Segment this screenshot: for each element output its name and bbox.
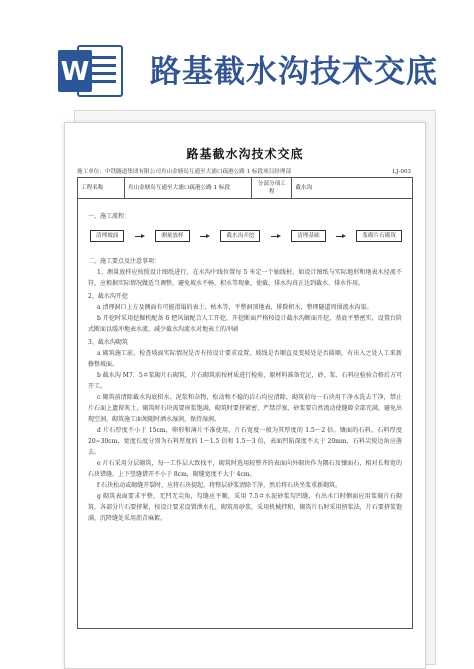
content-box [77,199,413,629]
process-flow [90,230,402,242]
paragraph: a 清理洞口上方及侧面有可能滑塌的表土、枯木等，平整洞顶地表，排除积水，整理隧道周围流水沟渠。 [97,304,373,311]
paragraph: a 砌筑施工前，检查坡面实际情况是否有按设计要求设置，坡线是否顺直及变坡处是否圆顺，有出入之处人工来新修整坡面。 [88,350,402,368]
paragraph: c 砌筑前清除截水沟底积水、泥浆和杂物，松动和不稳的岩石均应清除，砌筑前每一石块用干净水洗去干净，禁止片石面上遗留灰土，砌筑时石块需要座浆饱满，砌筑时要挤紧密，严禁浮塞，砂浆要自然流动使缝隙全部充满，避免出现空洞，砌筑施工面须随时洒水湿润，保持湿润。 [88,394,402,423]
document-code: LJ-003 [392,169,411,175]
paragraph: d 片石厚度不小于 15cm，卵形和薄片不准使用，片石宽度一般为其厚度的 1.5～2 倍。镶面的石料，石料厚度 20~30cm，宽度长度分别为石料厚度的 1～1.5 倍和 1.5～3 倍，表面凹陷深度不大于 20mm，石料尖锐边角应凿去。 [88,427,402,456]
sub-item-label: 分部分项工 程 [252,178,292,199]
project-name-value: 舟山金塘岛互通至大浦口疏港公路 1 标段 [124,178,251,199]
paragraph: 1、测量放样应按照设计图纸进行，在水沟中线位置每 5 米定一个轴线桩，如设计图纸与实际地形和地表水径流不符，应根据实际情况做适当调整，避免坡水不畅、积水等现象，使截、排水沟真正达到截水、排水作用。 [88,269,402,287]
arrow-right-icon [336,230,346,242]
section-heading: 二、施工要点及注意事项： [88,258,161,265]
paragraph: g 砌筑表面要求平整，无凹无尖角，勾缝应平顺，采用 7.5＃水泥砂浆勾凹缝，有出水口时侧面应用浆砌片石砌筑，各部分片石要挤紧，按设计要求设置泄水孔，砌筑用砂浆，采用机械拌和，砌筑片石时采用挤浆法，片石要挤浆饱满，沉降缝处采用沥青麻絮。 [88,493,402,522]
paragraph: e 片石采用分层砌筑，每一工作层大致找平，砌筑时选用较整齐的表面向外砌块作为隅石及镶面石，相对长和宽的石块错缝，上下竖缝错开不小于 8cm，砌缝宽度不大于 4cm。 [88,460,402,478]
table-row [78,178,413,199]
document-title: 路基截水沟技术交底 [186,147,304,161]
project-name-label: 工程名称 [78,178,125,199]
section-heading: 2、截水沟开挖 [88,293,128,300]
paragraph: f 石块松动或砌缝开裂时，应将石块提起，将整层砂浆清除干净，然后将石块坐浆重新砌筑。 [97,482,342,489]
section-heading: 3、截水沟砌筑 [88,339,128,346]
sub-item-value: 截水沟 [292,178,413,199]
info-table [77,177,413,199]
banner-title: 路基截水沟技术交底 [150,54,438,90]
word-icon-letter: W [60,57,90,87]
document-page [64,122,426,669]
paragraph: b 开挖时采用挖掘机配备 6 把风镐配合人工开挖，开挖断面严格按设计截水沟断面开挖，基底平整密实，设置台阶式断面以缓冲地表水流，减少截水沟流水对地表土的冲刷 [88,315,402,333]
arrow-right-icon [200,230,210,242]
meta-line [77,168,413,177]
flow-step: 清理基础 [291,230,325,242]
paragraph: b 截水沟 M7．5＃浆砌片石砌筑，片石砌筑前按材质进行检验，原材料准备充足，砂、浆、石料应检验合格后方可开工。 [88,372,402,390]
flow-step: 清理坡面 [90,230,124,242]
arrow-right-icon [271,230,281,242]
flow-step: 浆砌片石砌筑 [356,230,402,242]
section-heading: 一、施工流程： [88,213,131,220]
flow-step: 测量放样 [155,230,189,242]
flow-step: 截水沟开挖 [220,230,260,242]
banner [0,0,474,110]
construction-unit: 施工单位：中铁隧道集团有限公司舟山金塘岛互通至大浦口疏港公路 1 标段项目经理部 [77,169,292,175]
word-document-icon [56,40,128,102]
arrow-right-icon [135,230,145,242]
